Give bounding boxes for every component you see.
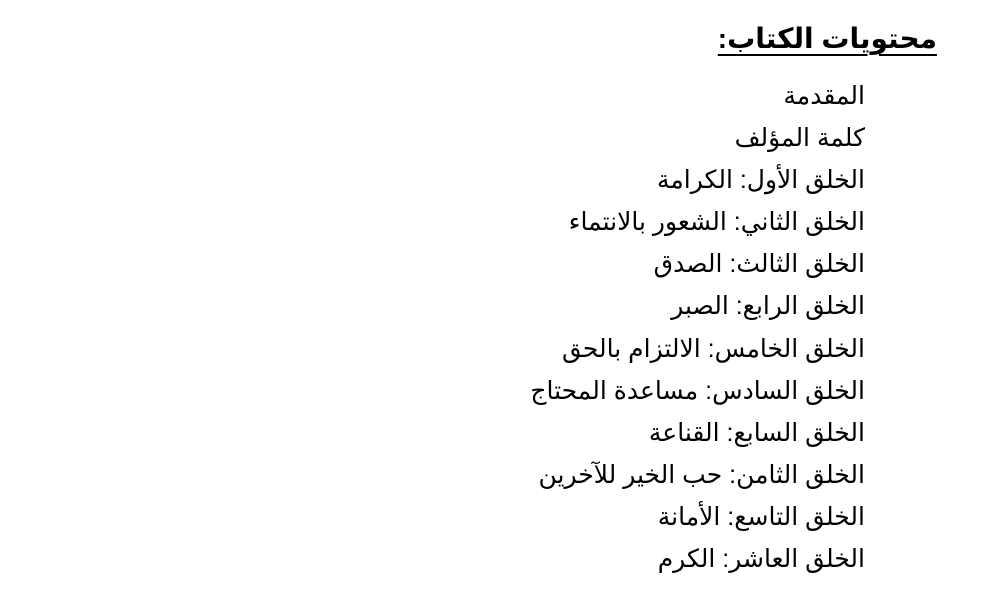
toc-item-chapter-4: الخلق الرابع: الصبر	[671, 292, 865, 321]
toc-item-chapter-5: الخلق الخامس: الالتزام بالحق	[562, 334, 865, 363]
toc-item-chapter-3: الخلق الثالث: الصدق	[653, 250, 865, 279]
toc-item-chapter-7: الخلق السابع: القناعة	[648, 418, 865, 447]
toc-item-chapter-6: الخلق السادس: مساعدة المحتاج	[530, 376, 865, 405]
toc-item-chapter-9: الخلق التاسع: الأمانة	[657, 502, 865, 531]
toc-item-chapter-1: الخلق الأول: الكرامة	[656, 166, 865, 195]
table-of-contents	[530, 78, 865, 583]
toc-item-chapter-10: الخلق العاشر: الكرم	[657, 545, 865, 574]
toc-item-introduction: المقدمة	[783, 82, 865, 110]
toc-item-author-note: كلمة المؤلف	[734, 124, 865, 153]
page-title: محتويات الكتاب:	[717, 23, 937, 54]
toc-item-chapter-8: الخلق الثامن: حب الخير للآخرين	[538, 460, 865, 489]
toc-item-chapter-2: الخلق الثاني: الشعور بالانتماء	[568, 208, 865, 237]
